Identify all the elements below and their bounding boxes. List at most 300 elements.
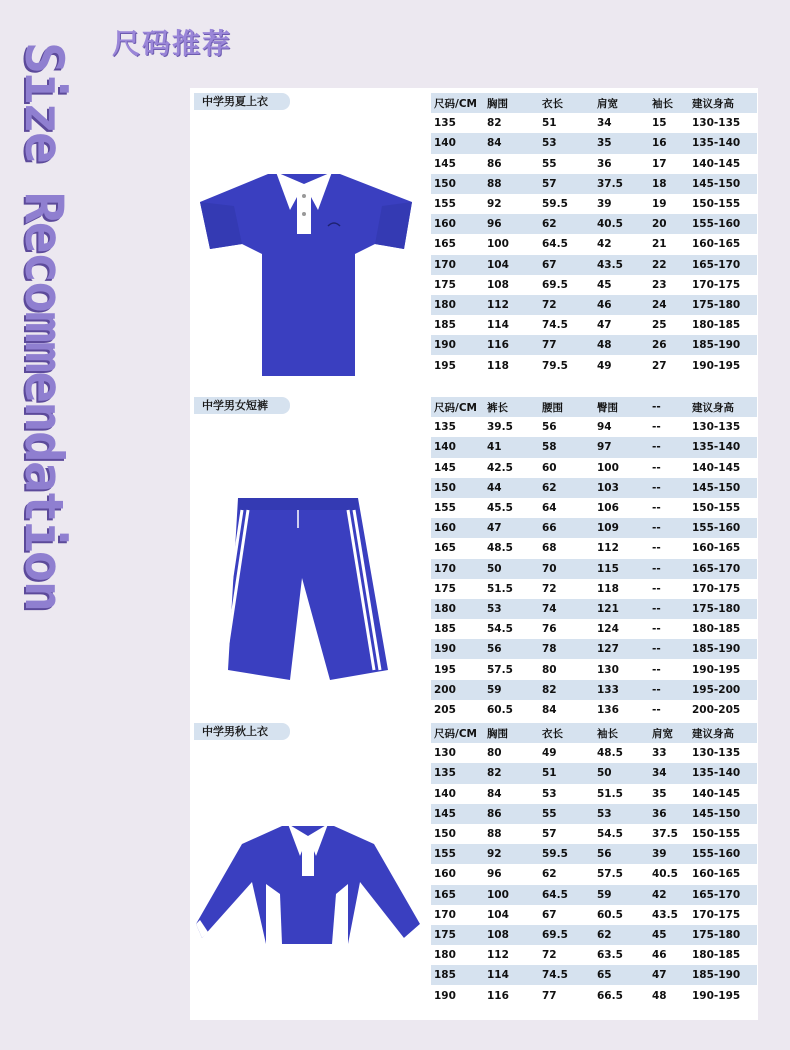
table-cell: 66 bbox=[542, 522, 557, 535]
table-cell: 62 bbox=[542, 218, 557, 231]
table-cell: 48 bbox=[652, 989, 667, 1002]
table-row bbox=[431, 335, 757, 355]
table-cell: 78 bbox=[542, 643, 557, 656]
table-cell: 100 bbox=[487, 238, 509, 251]
table-row bbox=[431, 804, 757, 824]
table-cell: 140-145 bbox=[692, 461, 741, 474]
table-row bbox=[431, 743, 757, 763]
table-cell: -- bbox=[652, 502, 661, 515]
table-cell: 42 bbox=[597, 238, 612, 251]
table-row bbox=[431, 844, 757, 864]
table-cell: 124 bbox=[597, 623, 619, 636]
table-cell: 155 bbox=[434, 502, 456, 515]
table-cell: 185-190 bbox=[692, 969, 741, 982]
table-cell: 150 bbox=[434, 481, 456, 494]
column-header: 臀围 bbox=[597, 401, 618, 414]
table-cell: 155-160 bbox=[692, 848, 741, 861]
table-cell: 64.5 bbox=[542, 888, 568, 901]
table-cell: 165 bbox=[434, 542, 456, 555]
table-row bbox=[431, 214, 757, 234]
table-row bbox=[431, 518, 757, 538]
table-cell: 39 bbox=[652, 848, 667, 861]
table-cell: 180 bbox=[434, 298, 456, 311]
table-cell: 43.5 bbox=[652, 908, 678, 921]
table-cell: -- bbox=[652, 663, 661, 676]
table-cell: 114 bbox=[487, 969, 509, 982]
table-cell: 165-170 bbox=[692, 258, 741, 271]
table-row bbox=[431, 680, 757, 700]
table-row bbox=[431, 885, 757, 905]
table-cell: -- bbox=[652, 522, 661, 535]
table-cell: 72 bbox=[542, 949, 557, 962]
table-row bbox=[431, 295, 757, 315]
column-header: 尺码/CM bbox=[434, 97, 477, 110]
table-cell: 94 bbox=[597, 421, 612, 434]
table-cell: 170-175 bbox=[692, 582, 741, 595]
table-row bbox=[431, 905, 757, 925]
table-row bbox=[431, 538, 757, 558]
table-cell: 97 bbox=[597, 441, 612, 454]
table-cell: 51 bbox=[542, 767, 557, 780]
table-cell: 121 bbox=[597, 602, 619, 615]
table-cell: 170 bbox=[434, 908, 456, 921]
long-sleeve-shirt-icon bbox=[190, 744, 428, 1014]
table-cell: 45 bbox=[652, 928, 667, 941]
table-cell: 51.5 bbox=[487, 582, 513, 595]
table-cell: 35 bbox=[597, 137, 612, 150]
table-row bbox=[431, 498, 757, 518]
column-header: 尺码/CM bbox=[434, 727, 477, 740]
table-row bbox=[431, 599, 757, 619]
table-cell: 130-135 bbox=[692, 747, 741, 760]
table-cell: 68 bbox=[542, 542, 557, 555]
table-cell: 64 bbox=[542, 502, 557, 515]
table-header-row bbox=[431, 723, 757, 743]
table-cell: 33 bbox=[652, 747, 667, 760]
table-cell: 104 bbox=[487, 258, 509, 271]
table-cell: 170 bbox=[434, 562, 456, 575]
table-cell: 135 bbox=[434, 767, 456, 780]
table-row bbox=[431, 478, 757, 498]
table-cell: 130 bbox=[434, 747, 456, 760]
table-cell: 34 bbox=[597, 117, 612, 130]
table-cell: 53 bbox=[487, 602, 502, 615]
table-cell: 67 bbox=[542, 908, 557, 921]
table-cell: 180-185 bbox=[692, 623, 741, 636]
table-row bbox=[431, 925, 757, 945]
column-header: 裤长 bbox=[487, 401, 508, 414]
section-title: 中学男夏上衣 bbox=[194, 93, 290, 110]
table-cell: 20 bbox=[652, 218, 667, 231]
table-cell: 190-195 bbox=[692, 989, 741, 1002]
table-cell: 103 bbox=[597, 481, 619, 494]
table-cell: 49 bbox=[542, 747, 557, 760]
table-cell: 112 bbox=[487, 298, 509, 311]
column-header: 衣长 bbox=[542, 97, 563, 110]
table-cell: 127 bbox=[597, 643, 619, 656]
table-cell: 60.5 bbox=[597, 908, 623, 921]
section-shorts bbox=[190, 392, 758, 716]
table-cell: 200 bbox=[434, 683, 456, 696]
table-cell: 50 bbox=[597, 767, 612, 780]
table-cell: 48 bbox=[597, 339, 612, 352]
table-row bbox=[431, 559, 757, 579]
table-cell: 145 bbox=[434, 807, 456, 820]
table-cell: 74.5 bbox=[542, 319, 568, 332]
table-cell: 175-180 bbox=[692, 602, 741, 615]
table-cell: 150-155 bbox=[692, 828, 741, 841]
table-cell: 145 bbox=[434, 461, 456, 474]
column-header: 衣长 bbox=[542, 727, 563, 740]
summer-shirt-size-table bbox=[431, 93, 757, 376]
table-cell: 92 bbox=[487, 848, 502, 861]
table-cell: 39.5 bbox=[487, 421, 513, 434]
table-cell: 50 bbox=[487, 562, 502, 575]
table-cell: 25 bbox=[652, 319, 667, 332]
table-cell: 190 bbox=[434, 339, 456, 352]
column-header: 袖长 bbox=[597, 727, 618, 740]
table-row bbox=[431, 864, 757, 884]
table-cell: 56 bbox=[487, 643, 502, 656]
table-row bbox=[431, 824, 757, 844]
table-row bbox=[431, 965, 757, 985]
table-cell: 114 bbox=[487, 319, 509, 332]
table-cell: -- bbox=[652, 703, 661, 716]
table-row bbox=[431, 255, 757, 275]
column-header: 胸围 bbox=[487, 97, 508, 110]
table-cell: 205 bbox=[434, 703, 456, 716]
table-cell: 46 bbox=[652, 949, 667, 962]
table-cell: 23 bbox=[652, 278, 667, 291]
table-cell: 160-165 bbox=[692, 868, 741, 881]
table-cell: 49 bbox=[597, 359, 612, 372]
column-header: 尺码/CM bbox=[434, 401, 477, 414]
table-cell: 47 bbox=[597, 319, 612, 332]
table-cell: 66.5 bbox=[597, 989, 623, 1002]
table-cell: 175 bbox=[434, 582, 456, 595]
table-cell: 175 bbox=[434, 928, 456, 941]
table-cell: 51 bbox=[542, 117, 557, 130]
table-cell: 165 bbox=[434, 888, 456, 901]
table-cell: 82 bbox=[487, 117, 502, 130]
column-header: 肩宽 bbox=[652, 727, 673, 740]
table-row bbox=[431, 945, 757, 965]
table-row bbox=[431, 700, 757, 720]
autumn-shirt-image bbox=[190, 744, 428, 1014]
table-row bbox=[431, 639, 757, 659]
table-cell: 140 bbox=[434, 787, 456, 800]
table-cell: -- bbox=[652, 441, 661, 454]
table-cell: 145-150 bbox=[692, 481, 741, 494]
table-cell: 100 bbox=[597, 461, 619, 474]
table-cell: 55 bbox=[542, 807, 557, 820]
table-cell: 140-145 bbox=[692, 787, 741, 800]
table-cell: 160 bbox=[434, 868, 456, 881]
table-cell: 115 bbox=[597, 562, 619, 575]
table-cell: 82 bbox=[487, 767, 502, 780]
table-cell: 77 bbox=[542, 989, 557, 1002]
table-cell: 92 bbox=[487, 198, 502, 211]
short-sleeve-shirt-icon bbox=[190, 114, 428, 384]
table-cell: 59 bbox=[487, 683, 502, 696]
table-row bbox=[431, 154, 757, 174]
table-row bbox=[431, 113, 757, 133]
table-cell: 42.5 bbox=[487, 461, 513, 474]
table-cell: 41 bbox=[487, 441, 502, 454]
table-cell: -- bbox=[652, 582, 661, 595]
table-cell: -- bbox=[652, 461, 661, 474]
table-cell: 106 bbox=[597, 502, 619, 515]
table-cell: 190 bbox=[434, 989, 456, 1002]
table-cell: 150 bbox=[434, 177, 456, 190]
table-cell: 190-195 bbox=[692, 359, 741, 372]
table-cell: 18 bbox=[652, 177, 667, 190]
table-cell: 43.5 bbox=[597, 258, 623, 271]
table-cell: 108 bbox=[487, 928, 509, 941]
table-cell: 108 bbox=[487, 278, 509, 291]
table-cell: 36 bbox=[652, 807, 667, 820]
table-cell: 130-135 bbox=[692, 117, 741, 130]
table-cell: 34 bbox=[652, 767, 667, 780]
table-cell: 60 bbox=[542, 461, 557, 474]
table-cell: 109 bbox=[597, 522, 619, 535]
table-cell: 24 bbox=[652, 298, 667, 311]
table-cell: 140-145 bbox=[692, 157, 741, 170]
table-cell: 185 bbox=[434, 969, 456, 982]
table-cell: 80 bbox=[487, 747, 502, 760]
column-header: -- bbox=[652, 401, 661, 414]
table-cell: 190 bbox=[434, 643, 456, 656]
table-cell: 155 bbox=[434, 198, 456, 211]
table-row bbox=[431, 458, 757, 478]
table-cell: 112 bbox=[597, 542, 619, 555]
table-cell: 55 bbox=[542, 157, 557, 170]
table-cell: 51.5 bbox=[597, 787, 623, 800]
table-cell: 44 bbox=[487, 481, 502, 494]
column-header: 肩宽 bbox=[597, 97, 618, 110]
table-cell: 86 bbox=[487, 157, 502, 170]
table-cell: 59 bbox=[597, 888, 612, 901]
table-cell: 88 bbox=[487, 177, 502, 190]
table-cell: 69.5 bbox=[542, 928, 568, 941]
table-cell: 180-185 bbox=[692, 319, 741, 332]
table-cell: 175 bbox=[434, 278, 456, 291]
table-cell: 145-150 bbox=[692, 177, 741, 190]
table-cell: 170-175 bbox=[692, 278, 741, 291]
table-cell: 62 bbox=[542, 481, 557, 494]
section-title: 中学男秋上衣 bbox=[194, 723, 290, 740]
column-header: 胸围 bbox=[487, 727, 508, 740]
table-cell: 175-180 bbox=[692, 928, 741, 941]
table-cell: 19 bbox=[652, 198, 667, 211]
table-cell: 136 bbox=[597, 703, 619, 716]
table-cell: 160 bbox=[434, 522, 456, 535]
table-cell: 200-205 bbox=[692, 703, 741, 716]
table-row bbox=[431, 659, 757, 679]
table-row bbox=[431, 133, 757, 153]
table-row bbox=[431, 417, 757, 437]
table-cell: 16 bbox=[652, 137, 667, 150]
table-row bbox=[431, 985, 757, 1005]
table-cell: 63.5 bbox=[597, 949, 623, 962]
table-cell: 74.5 bbox=[542, 969, 568, 982]
table-cell: 48.5 bbox=[487, 542, 513, 555]
table-cell: 145 bbox=[434, 157, 456, 170]
table-cell: 170-175 bbox=[692, 908, 741, 921]
table-cell: 69.5 bbox=[542, 278, 568, 291]
table-cell: 57 bbox=[542, 177, 557, 190]
table-cell: 70 bbox=[542, 562, 557, 575]
table-cell: 100 bbox=[487, 888, 509, 901]
table-cell: 79.5 bbox=[542, 359, 568, 372]
autumn-shirt-size-table bbox=[431, 723, 757, 1006]
table-cell: 96 bbox=[487, 868, 502, 881]
table-cell: 53 bbox=[542, 787, 557, 800]
table-cell: 76 bbox=[542, 623, 557, 636]
size-chart-panel bbox=[190, 88, 758, 1020]
table-cell: 150-155 bbox=[692, 198, 741, 211]
table-cell: 180-185 bbox=[692, 949, 741, 962]
table-cell: 88 bbox=[487, 828, 502, 841]
shorts-size-table bbox=[431, 397, 757, 720]
table-cell: 62 bbox=[542, 868, 557, 881]
table-cell: 72 bbox=[542, 582, 557, 595]
table-cell: 165-170 bbox=[692, 562, 741, 575]
table-cell: 39 bbox=[597, 198, 612, 211]
table-cell: -- bbox=[652, 421, 661, 434]
table-cell: 190-195 bbox=[692, 663, 741, 676]
table-cell: 56 bbox=[542, 421, 557, 434]
table-cell: 42 bbox=[652, 888, 667, 901]
table-cell: 47 bbox=[652, 969, 667, 982]
table-cell: 54.5 bbox=[597, 828, 623, 841]
table-cell: 118 bbox=[487, 359, 509, 372]
column-header: 建议身高 bbox=[692, 727, 734, 740]
table-cell: 170 bbox=[434, 258, 456, 271]
table-cell: 67 bbox=[542, 258, 557, 271]
table-cell: 53 bbox=[542, 137, 557, 150]
table-cell: 22 bbox=[652, 258, 667, 271]
section-summer-shirt bbox=[190, 88, 758, 390]
table-cell: 62 bbox=[597, 928, 612, 941]
table-cell: -- bbox=[652, 542, 661, 555]
table-row bbox=[431, 619, 757, 639]
table-cell: 135-140 bbox=[692, 767, 741, 780]
table-cell: 185 bbox=[434, 623, 456, 636]
table-row bbox=[431, 437, 757, 457]
column-header: 建议身高 bbox=[692, 401, 734, 414]
table-cell: 165-170 bbox=[692, 888, 741, 901]
table-cell: 130-135 bbox=[692, 421, 741, 434]
side-title: Size Recommendation bbox=[13, 42, 74, 611]
table-cell: 160-165 bbox=[692, 542, 741, 555]
table-cell: 27 bbox=[652, 359, 667, 372]
table-cell: 135-140 bbox=[692, 137, 741, 150]
table-row bbox=[431, 763, 757, 783]
table-cell: 37.5 bbox=[652, 828, 678, 841]
table-cell: 47 bbox=[487, 522, 502, 535]
table-row bbox=[431, 355, 757, 375]
table-cell: 35 bbox=[652, 787, 667, 800]
table-cell: 57.5 bbox=[597, 868, 623, 881]
table-cell: 26 bbox=[652, 339, 667, 352]
table-cell: 118 bbox=[597, 582, 619, 595]
column-header: 袖长 bbox=[652, 97, 673, 110]
table-cell: 185-190 bbox=[692, 643, 741, 656]
table-cell: 160 bbox=[434, 218, 456, 231]
table-cell: 165 bbox=[434, 238, 456, 251]
table-cell: 65 bbox=[597, 969, 612, 982]
table-cell: 135 bbox=[434, 117, 456, 130]
column-header: 建议身高 bbox=[692, 97, 734, 110]
table-cell: 56 bbox=[597, 848, 612, 861]
table-cell: 17 bbox=[652, 157, 667, 170]
table-cell: 21 bbox=[652, 238, 667, 251]
table-row bbox=[431, 194, 757, 214]
table-cell: 57.5 bbox=[487, 663, 513, 676]
table-cell: 180 bbox=[434, 949, 456, 962]
table-cell: 96 bbox=[487, 218, 502, 231]
table-cell: 59.5 bbox=[542, 848, 568, 861]
table-cell: 195 bbox=[434, 663, 456, 676]
table-cell: 77 bbox=[542, 339, 557, 352]
table-cell: -- bbox=[652, 602, 661, 615]
table-cell: 84 bbox=[542, 703, 557, 716]
table-cell: 37.5 bbox=[597, 177, 623, 190]
summer-shirt-image bbox=[190, 114, 428, 384]
table-cell: 59.5 bbox=[542, 198, 568, 211]
page-title: 尺码推荐 bbox=[112, 27, 233, 60]
table-cell: 80 bbox=[542, 663, 557, 676]
table-cell: 53 bbox=[597, 807, 612, 820]
table-row bbox=[431, 174, 757, 194]
table-cell: 58 bbox=[542, 441, 557, 454]
table-cell: 86 bbox=[487, 807, 502, 820]
table-cell: 84 bbox=[487, 137, 502, 150]
table-cell: 140 bbox=[434, 441, 456, 454]
table-cell: 15 bbox=[652, 117, 667, 130]
table-cell: 133 bbox=[597, 683, 619, 696]
table-cell: 155-160 bbox=[692, 218, 741, 231]
table-row bbox=[431, 275, 757, 295]
table-cell: -- bbox=[652, 643, 661, 656]
table-cell: -- bbox=[652, 562, 661, 575]
table-cell: 45 bbox=[597, 278, 612, 291]
table-cell: 48.5 bbox=[597, 747, 623, 760]
table-cell: 64.5 bbox=[542, 238, 568, 251]
table-cell: 54.5 bbox=[487, 623, 513, 636]
table-cell: 40.5 bbox=[597, 218, 623, 231]
table-row bbox=[431, 315, 757, 335]
table-cell: 130 bbox=[597, 663, 619, 676]
table-row bbox=[431, 579, 757, 599]
table-cell: 185-190 bbox=[692, 339, 741, 352]
table-row bbox=[431, 234, 757, 254]
shorts-image bbox=[190, 418, 428, 718]
table-cell: 84 bbox=[487, 787, 502, 800]
table-cell: -- bbox=[652, 623, 661, 636]
table-cell: 104 bbox=[487, 908, 509, 921]
table-cell: 45.5 bbox=[487, 502, 513, 515]
table-cell: 135 bbox=[434, 421, 456, 434]
table-cell: 185 bbox=[434, 319, 456, 332]
table-cell: 116 bbox=[487, 989, 509, 1002]
table-cell: 82 bbox=[542, 683, 557, 696]
table-cell: 195 bbox=[434, 359, 456, 372]
table-header-row bbox=[431, 397, 757, 417]
table-cell: 74 bbox=[542, 602, 557, 615]
table-cell: 155 bbox=[434, 848, 456, 861]
